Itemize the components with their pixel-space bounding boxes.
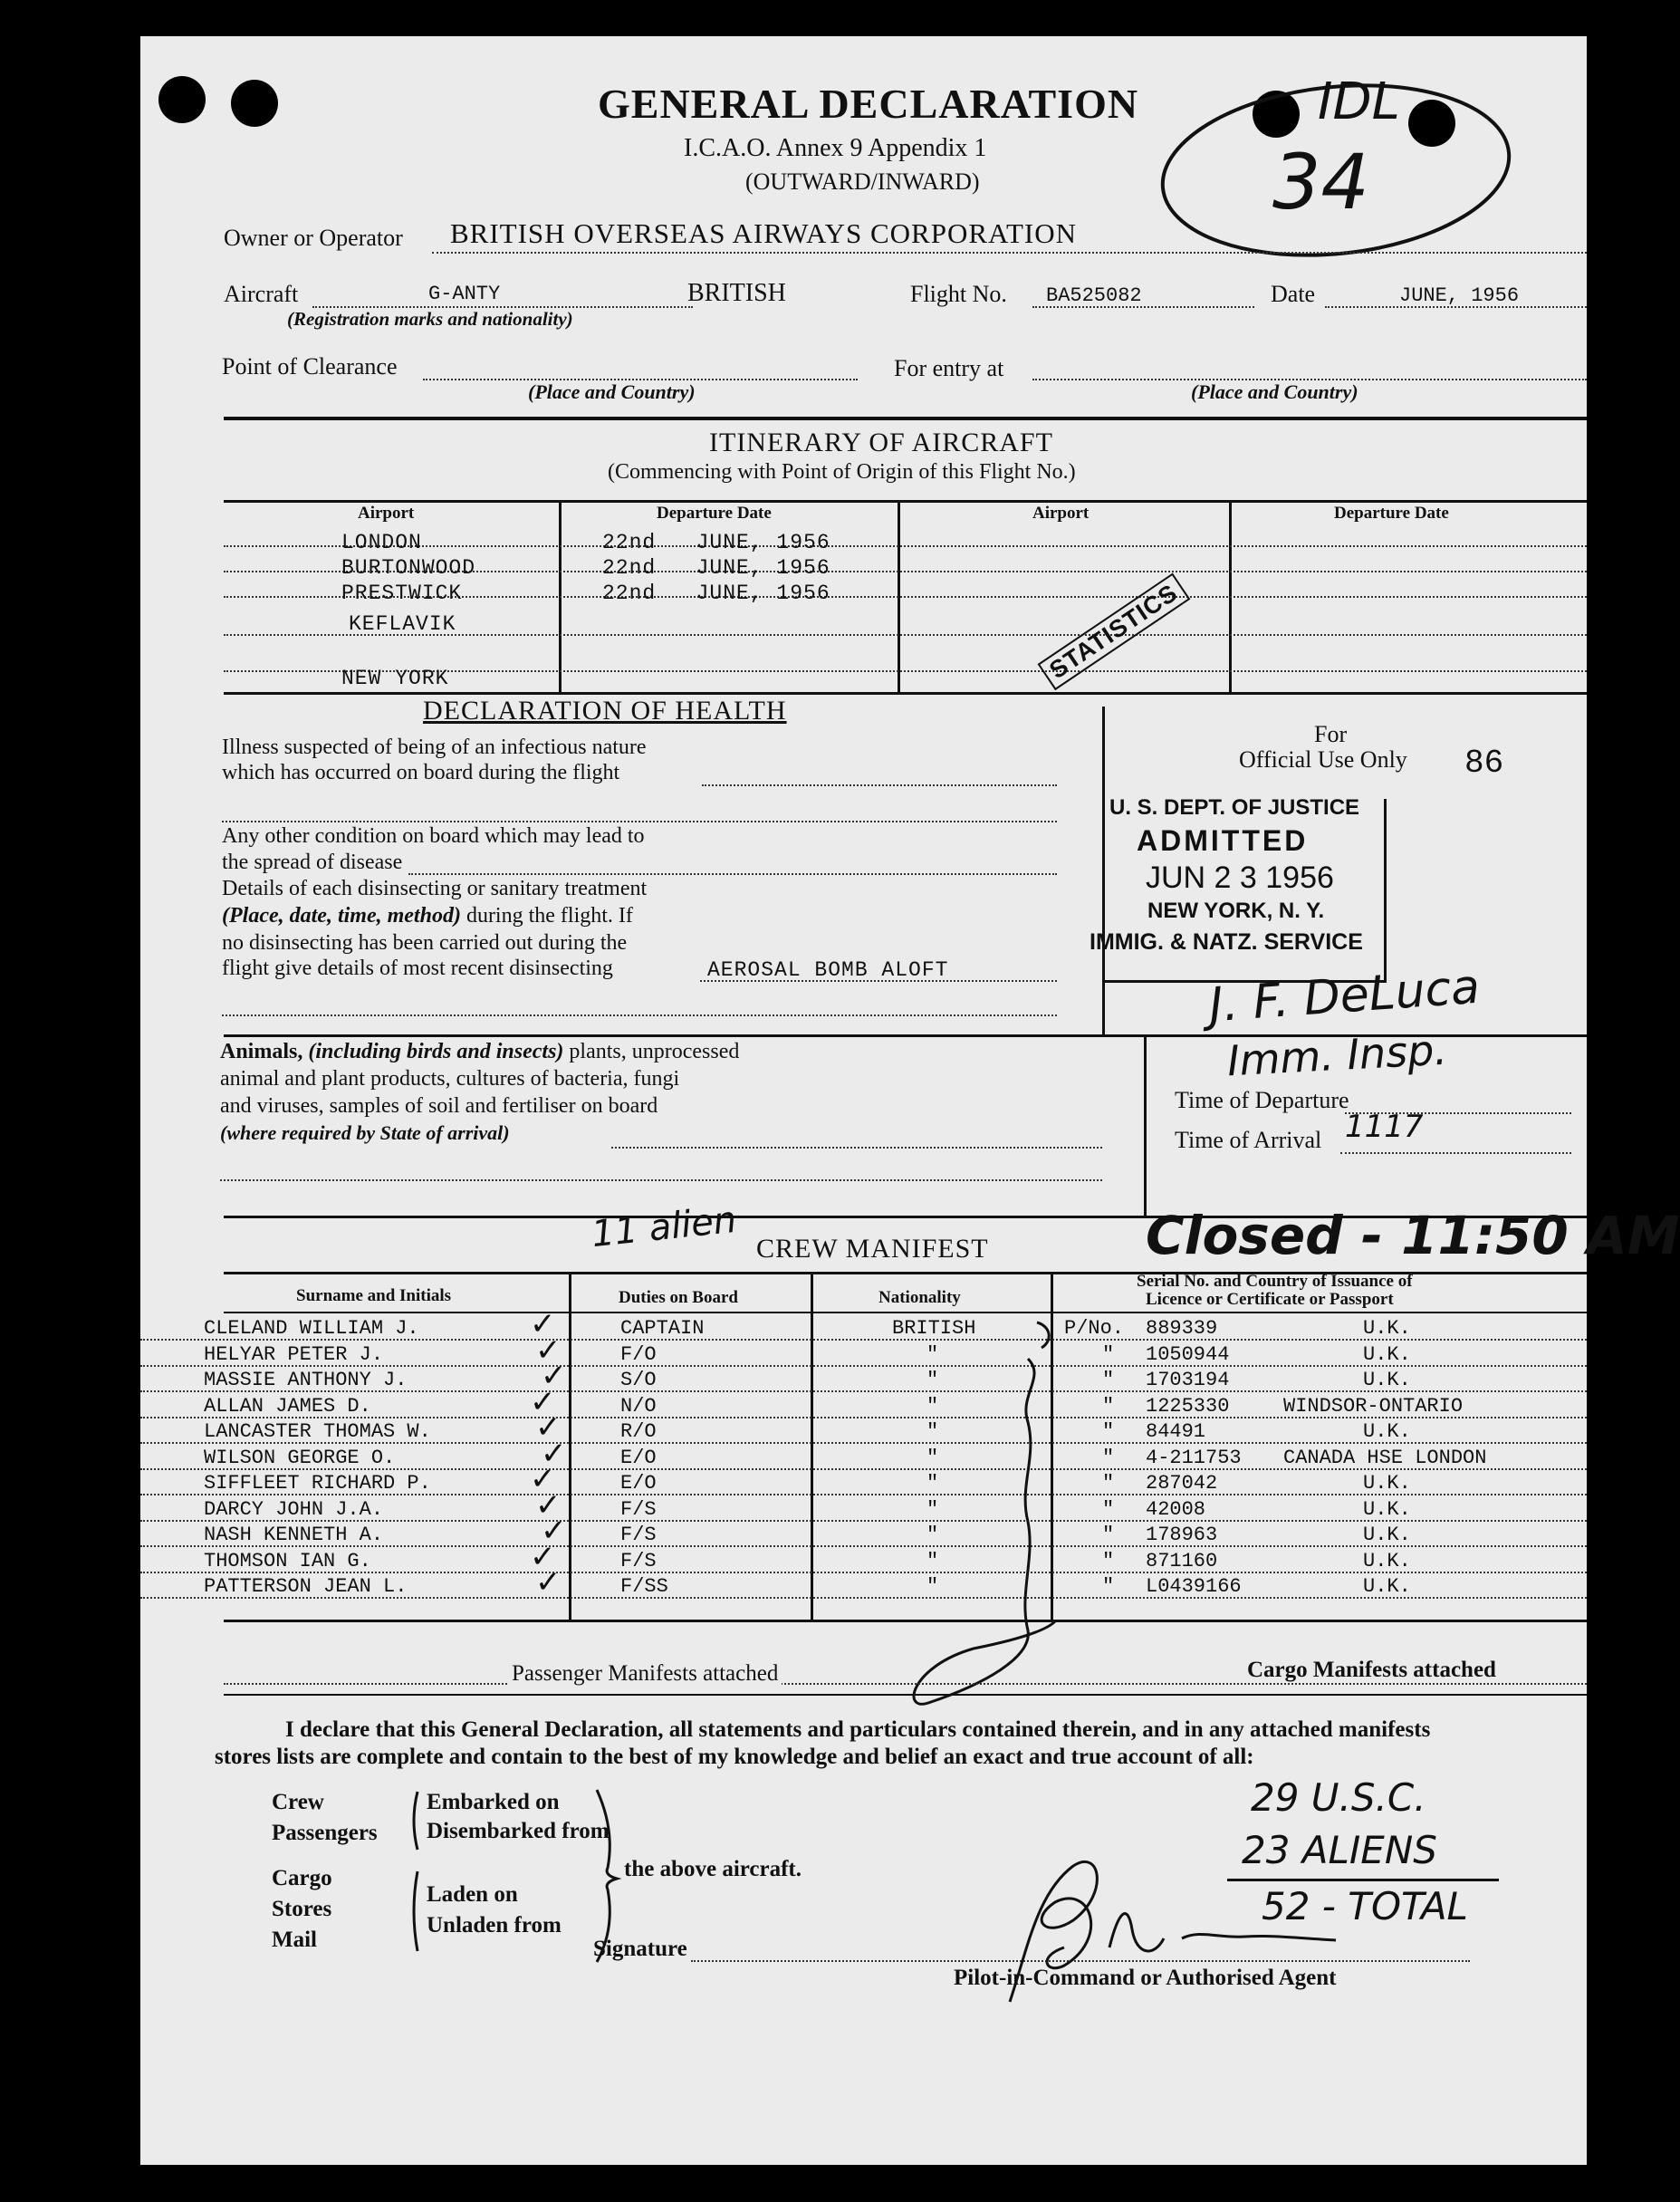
crew-nationality: " (926, 1575, 939, 1598)
flight-no-value: BA525082 (1046, 284, 1142, 307)
itinerary-title: ITINERARY OF AIRCRAFT (709, 428, 1053, 457)
disinsecting-answer: AEROSAL BOMB ALOFT (707, 958, 949, 982)
itinerary-airport: BURTONWOOD (341, 556, 476, 580)
decl-cargo: Cargo (272, 1866, 332, 1890)
health-q3-line2-rest: during the flight. If (460, 904, 633, 928)
crew-serial-prefix: " (1102, 1369, 1115, 1391)
crew-nationality: " (926, 1369, 939, 1391)
crew-name: SIFFLEET RICHARD P. (204, 1472, 431, 1495)
crew-serial-prefix: " (1102, 1394, 1115, 1418)
decl-laden: Laden on (427, 1882, 518, 1907)
crew-row (140, 1306, 1587, 1342)
crew-alien-note: 11 alien (590, 1198, 739, 1256)
health-q3-line3: no disinsecting has been carried out during the (222, 931, 628, 955)
crew-serial: 1225330 (1146, 1394, 1230, 1418)
crew-duty: N/O (620, 1394, 657, 1418)
crew-serial: 871160 (1146, 1549, 1218, 1572)
crew-nationality: " (926, 1446, 939, 1469)
crew-nationality: " (926, 1549, 939, 1572)
crew-duty: F/SS (620, 1575, 668, 1598)
crew-col-duties: Duties on Board (619, 1288, 738, 1307)
crew-duty: R/O (620, 1420, 657, 1443)
declaration-form (140, 36, 1680, 2165)
pilot-signature (974, 1839, 1408, 2020)
itinerary-col-airport-2: Airport (1032, 504, 1090, 523)
official-use-label1: For (1314, 721, 1348, 747)
form-subtitle: I.C.A.O. Annex 9 Appendix 1 (684, 134, 987, 162)
aircraft-nationality: BRITISH (687, 279, 786, 307)
tally-total: 52 - TOTAL (1262, 1884, 1468, 1928)
tally-citizens: 29 U.S.C. (1251, 1775, 1426, 1820)
check-mark: ✓ (541, 1513, 567, 1549)
check-mark: ✓ (541, 1358, 567, 1394)
crew-col-nationality: Nationality (878, 1288, 961, 1307)
crew-duty: F/S (620, 1497, 657, 1521)
itinerary-date: 22nd JUNE, 1956 (602, 556, 830, 580)
time-of-departure-label: Time of Departure (1175, 1087, 1349, 1113)
decl-stores: Stores (272, 1897, 332, 1921)
time-of-arrival-value: 1117 (1345, 1109, 1424, 1145)
aircraft-label: Aircraft (224, 281, 299, 307)
punch-hole-center-left (231, 80, 278, 127)
stamp-date: JUN 2 3 1956 (1146, 861, 1334, 895)
itinerary-col-date-1: Departure Date (657, 504, 772, 523)
date-value: JUNE, 1956 (1399, 284, 1520, 307)
crew-country: U.K. (1363, 1549, 1411, 1572)
crew-name: NASH KENNETH A. (204, 1524, 384, 1546)
health-q4-line3: and viruses, samples of soil and fertiliser on board (220, 1094, 658, 1118)
health-q3-line4: flight give details of most recent disinsecting (222, 957, 613, 980)
crew-col-licence: Licence or Certificate or Passport (1146, 1290, 1394, 1309)
handwritten-id: IDL (1318, 72, 1400, 131)
crew-duty: F/S (620, 1549, 657, 1572)
crew-country: U.K. (1363, 1369, 1411, 1391)
crew-serial-prefix: " (1102, 1420, 1115, 1443)
crew-name: THOMSON IAN G. (204, 1549, 371, 1572)
punch-hole-left (158, 76, 206, 123)
crew-nationality: " (926, 1342, 939, 1366)
aircraft-registration: G-ANTY (428, 283, 501, 305)
crew-country: U.K. (1363, 1497, 1411, 1521)
check-mark: ✓ (530, 1461, 556, 1497)
health-q3-line1: Details of each disinsecting or sanitary treatment (222, 877, 648, 900)
crew-duty: F/S (620, 1524, 657, 1546)
itinerary-date: 22nd JUNE, 1956 (602, 582, 830, 605)
stamp-admitted: ADMITTED (1137, 824, 1309, 857)
crew-nationality: " (926, 1497, 939, 1521)
crew-row (140, 1358, 1587, 1394)
itinerary-subtitle: (Commencing with Point of Origin of this Flight No.) (608, 460, 1076, 484)
crew-name: WILSON GEORGE O. (204, 1446, 396, 1469)
crew-name: HELYAR PETER J. (204, 1342, 384, 1366)
stamp-service: IMMIG. & NATZ. SERVICE (1090, 929, 1363, 955)
tally-aliens: 23 ALIENS (1242, 1828, 1437, 1872)
form-title: GENERAL DECLARATION (598, 81, 1139, 127)
decl-mail: Mail (272, 1928, 317, 1952)
decl-above-aircraft: the above aircraft. (624, 1857, 802, 1881)
inspector-title: Imm. Insp. (1225, 1024, 1449, 1086)
crew-serial: 889339 (1146, 1317, 1218, 1340)
decl-unladen: Unladen from (427, 1913, 562, 1938)
itinerary-airport: LONDON (341, 531, 422, 554)
signature-caption: Pilot-in-Command or Authorised Agent (954, 1966, 1337, 1990)
crew-serial: 1703194 (1146, 1369, 1230, 1391)
crew-serial-prefix: " (1102, 1446, 1115, 1469)
health-q3-line2 (222, 904, 633, 928)
crew-row (140, 1513, 1587, 1549)
crew-country: U.K. (1363, 1342, 1411, 1366)
health-q1-line2: which has occurred on board during the flight (222, 761, 620, 784)
crew-serial-prefix: " (1102, 1549, 1115, 1572)
crew-row (140, 1486, 1587, 1524)
nationality-scrawl (892, 1304, 1091, 1721)
crew-serial: 42008 (1146, 1497, 1206, 1521)
crew-duty: E/O (620, 1472, 657, 1495)
crew-serial-prefix: " (1102, 1472, 1115, 1495)
closed-time-note: Closed - 11:50 AM (1146, 1205, 1680, 1266)
itinerary-col-airport-1: Airport (358, 504, 415, 523)
official-use-number: 86 (1464, 745, 1504, 782)
crew-nationality: " (926, 1472, 939, 1495)
declaration-line1: I declare that this General Declaration, all statements and particulars contained therein, and in any attached manifests (285, 1717, 1431, 1742)
crew-nationality: " (926, 1420, 939, 1443)
crew-duty: E/O (620, 1446, 657, 1469)
inspector-signature: J. F. DeLuca (1207, 959, 1482, 1034)
crew-country: U.K. (1363, 1317, 1411, 1340)
time-of-arrival-label: Time of Arrival (1175, 1127, 1322, 1153)
declaration-line2: stores lists are complete and contain to the best of my knowledge and belief an exact and true account of all: (215, 1745, 1254, 1769)
crew-name: MASSIE ANTHONY J. (204, 1369, 408, 1391)
crew-serial-prefix: P/No. (1064, 1317, 1125, 1340)
crew-serial: L0439166 (1146, 1575, 1242, 1598)
stamp-dept: U. S. DEPT. OF JUSTICE (1109, 795, 1360, 820)
statistics-stamp: STATISTICS (1038, 573, 1190, 690)
health-q2-line2: the spread of disease (222, 851, 403, 874)
clearance-place-caption: (Place and Country) (528, 380, 696, 403)
decl-embarked: Embarked on (427, 1790, 560, 1814)
health-q3-line2-italic: (Place, date, time, method) (222, 904, 461, 928)
crew-country: WINDSOR-ONTARIO (1283, 1394, 1464, 1418)
form-direction: (OUTWARD/INWARD) (745, 168, 980, 195)
crew-name: PATTERSON JEAN L. (204, 1575, 408, 1598)
crew-serial-prefix: " (1102, 1342, 1115, 1366)
owner-value: BRITISH OVERSEAS AIRWAYS CORPORATION (450, 217, 1077, 249)
check-mark: ✓ (535, 1409, 562, 1446)
crew-nationality: " (926, 1394, 939, 1418)
date-label: Date (1271, 281, 1316, 307)
health-q4-line4: (where required by State of arrival) (220, 1121, 510, 1144)
signature-label: Signature (593, 1937, 687, 1961)
health-q2-line1: Any other condition on board which may lead to (222, 824, 645, 848)
crew-col-name: Surname and Initials (296, 1286, 452, 1305)
animals-parenthetical: (including birds and insects) (308, 1040, 564, 1063)
itinerary-airport: PRESTWICK (341, 582, 463, 605)
health-q1-line1: Illness suspected of being of an infectious nature (222, 736, 647, 759)
stamp-city: NEW YORK, N. Y. (1147, 899, 1325, 923)
point-of-clearance-label: Point of Clearance (222, 353, 398, 380)
animals-word: Animals, (220, 1040, 309, 1063)
crew-serial-prefix: " (1102, 1524, 1115, 1546)
crew-duty: F/O (620, 1342, 657, 1366)
crew-serial: 178963 (1146, 1524, 1218, 1546)
crew-country: U.K. (1363, 1420, 1411, 1443)
decl-disembarked: Disembarked from (427, 1819, 610, 1843)
crew-country: CANADA HSE LONDON (1283, 1446, 1487, 1469)
itinerary-airport: KEFLAVIK (349, 612, 456, 636)
decl-crew: Crew (272, 1790, 324, 1814)
passenger-manifests-label: Passenger Manifests attached (508, 1661, 782, 1687)
crew-serial: 287042 (1146, 1472, 1218, 1495)
itinerary-airport: NEW YORK (341, 667, 449, 690)
crew-serial-prefix: " (1102, 1575, 1115, 1598)
check-mark: ✓ (535, 1486, 562, 1524)
health-q4-line1 (220, 1040, 739, 1064)
crew-nationality: " (926, 1524, 939, 1546)
crew-nationality: BRITISH (892, 1317, 976, 1340)
crew-serial: 1050944 (1146, 1342, 1230, 1366)
crew-row (140, 1564, 1587, 1601)
health-title: DECLARATION OF HEALTH (423, 696, 787, 726)
crew-serial: 84491 (1146, 1420, 1206, 1443)
cargo-manifests-label: Cargo Manifests attached (1243, 1658, 1500, 1683)
check-mark: ✓ (535, 1332, 562, 1369)
crew-duty: S/O (620, 1369, 657, 1391)
itinerary-col-date-2: Departure Date (1334, 504, 1449, 523)
crew-name: LANCASTER THOMAS W. (204, 1420, 431, 1443)
crew-name: CLELAND WILLIAM J. (204, 1317, 419, 1340)
handwritten-page-number: 34 (1272, 138, 1369, 226)
crew-serial: 4-211753 (1146, 1446, 1242, 1469)
crew-row (140, 1409, 1587, 1446)
crew-name: DARCY JOHN J.A. (204, 1497, 384, 1521)
decl-passengers: Passengers (272, 1821, 378, 1845)
crew-name: ALLAN JAMES D. (204, 1394, 371, 1418)
health-q4-line2: animal and plant products, cultures of bacteria, fungi (220, 1067, 680, 1091)
check-mark: ✓ (541, 1435, 567, 1472)
owner-label: Owner or Operator (224, 225, 403, 251)
check-mark: ✓ (530, 1383, 556, 1420)
crew-serial-prefix: " (1102, 1497, 1115, 1521)
itinerary-date: 22nd JUNE, 1956 (602, 531, 830, 554)
check-mark: ✓ (530, 1306, 556, 1342)
crew-row (140, 1538, 1587, 1575)
crew-row (140, 1461, 1587, 1497)
entry-place-caption: (Place and Country) (1191, 380, 1358, 403)
crew-country: U.K. (1363, 1524, 1411, 1546)
crew-manifest-title: CREW MANIFEST (756, 1234, 989, 1264)
entry-label: For entry at (894, 355, 1004, 381)
crew-country: U.K. (1363, 1472, 1411, 1495)
crew-row (140, 1332, 1587, 1369)
check-mark: ✓ (535, 1564, 562, 1601)
crew-col-serial: Serial No. and Country of Issuance of (1137, 1272, 1413, 1291)
check-mark: ✓ (530, 1538, 556, 1575)
crew-row (140, 1383, 1587, 1420)
crew-duty: CAPTAIN (620, 1317, 705, 1340)
flight-no-label: Flight No. (910, 281, 1007, 307)
crew-country: U.K. (1363, 1575, 1411, 1598)
registration-caption: (Registration marks and nationality) (287, 308, 573, 330)
crew-row (140, 1435, 1587, 1472)
animals-rest: plants, unprocessed (563, 1040, 740, 1063)
official-use-label2: Official Use Only (1239, 746, 1407, 773)
